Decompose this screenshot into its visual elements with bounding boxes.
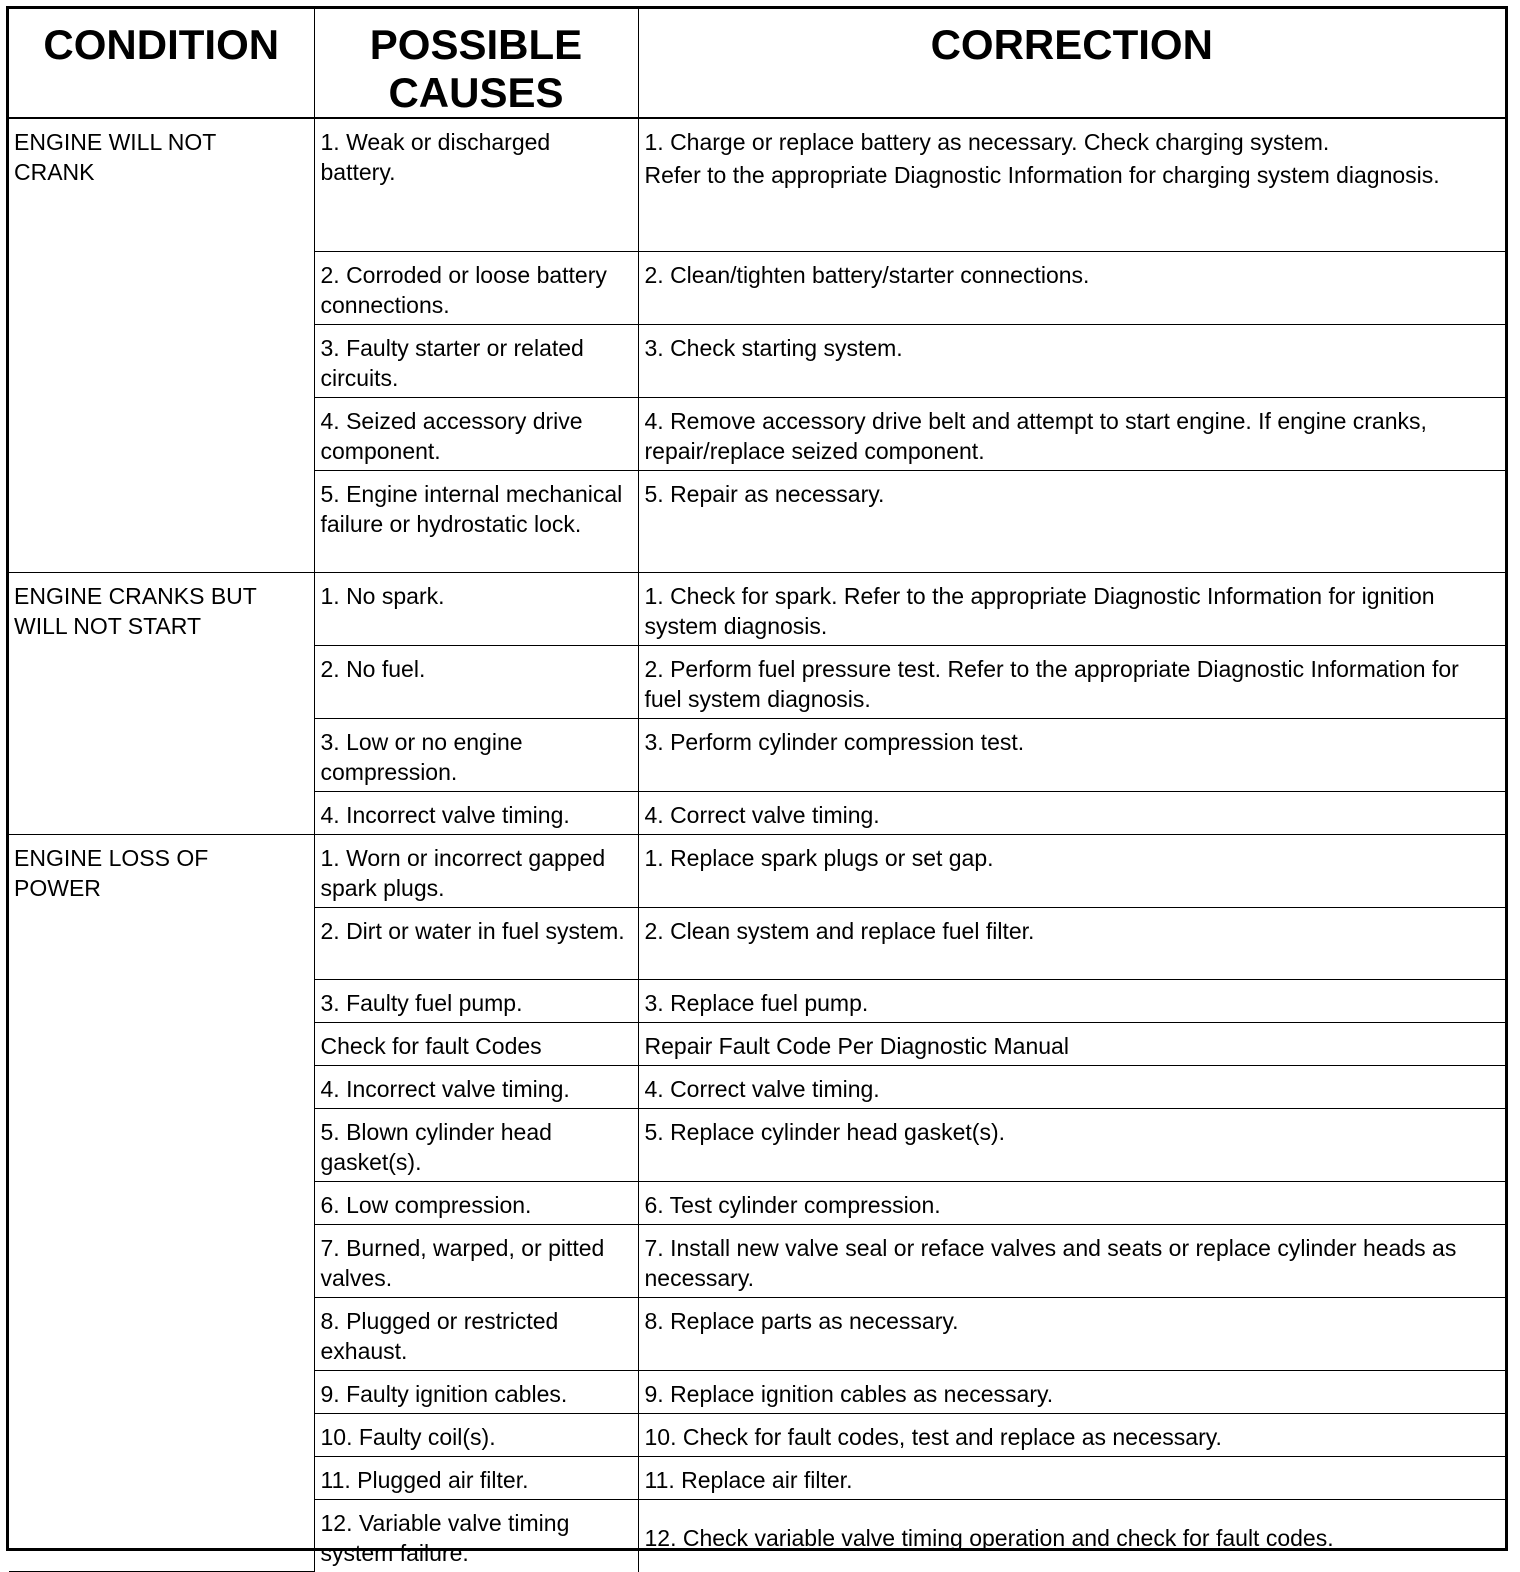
cause-cell: Check for fault Codes <box>314 1022 638 1065</box>
correction-cell <box>638 979 1505 1022</box>
condition-line: CRANK <box>14 159 95 185</box>
correction-cell <box>638 1456 1505 1499</box>
correction-cell <box>638 834 1505 907</box>
cause-cell: 4. Seized accessory drive component. <box>314 397 638 470</box>
correction-text: 1. Check for spark. Refer to the appropriate Diagnostic Information for ignition system diagnosis. <box>644 582 1435 639</box>
cause-cell: 5. Engine internal mechanical failure or hydrostatic lock. <box>314 470 638 572</box>
table-row <box>9 572 1505 645</box>
header-causes-line1: POSSIBLE <box>369 21 583 68</box>
correction-text: 3. Perform cylinder compression test. <box>644 728 1025 755</box>
cause-cell: 8. Plugged or restricted exhaust. <box>314 1297 638 1370</box>
correction-cell <box>638 470 1505 572</box>
cause-cell: 4. Incorrect valve timing. <box>314 1065 638 1108</box>
condition-cell <box>9 834 314 1572</box>
correction-text: 5. Replace cylinder head gasket(s). <box>644 1118 1006 1145</box>
correction-cell <box>638 1499 1505 1572</box>
correction-text: 7. Install new valve seal or reface valves and seats or replace cylinder heads as necessary. <box>644 1234 1457 1291</box>
correction-cell <box>638 1108 1505 1181</box>
correction-cell <box>638 572 1505 645</box>
cause-cell: 3. Faulty starter or related circuits. <box>314 324 638 397</box>
correction-cell <box>638 397 1505 470</box>
header-condition-label: CONDITION <box>43 21 280 68</box>
correction-cell <box>638 718 1505 791</box>
header-correction <box>638 9 1505 118</box>
cause-cell: 9. Faulty ignition cables. <box>314 1370 638 1413</box>
correction-text: 3. Check starting system. <box>644 334 903 361</box>
correction-cell <box>638 1181 1505 1224</box>
correction-text: 4. Correct valve timing. <box>644 1075 880 1102</box>
correction-cell <box>638 1297 1505 1370</box>
diagnostic-table <box>9 9 1505 1572</box>
condition-line: ENGINE WILL NOT <box>14 129 217 155</box>
correction-text: 1. Charge or replace battery as necessary. Check charging system. <box>644 129 1330 155</box>
cause-cell: 1. No spark. <box>314 572 638 645</box>
correction-cell <box>638 1370 1505 1413</box>
header-row <box>9 9 1505 118</box>
correction-text: 4. Correct valve timing. <box>644 801 880 828</box>
correction-text: 5. Repair as necessary. <box>644 480 885 507</box>
cause-cell: 5. Blown cylinder head gasket(s). <box>314 1108 638 1181</box>
correction-cell <box>638 791 1505 834</box>
cause-cell: 1. Worn or incorrect gapped spark plugs. <box>314 834 638 907</box>
header-condition <box>9 9 314 118</box>
cause-cell: 10. Faulty coil(s). <box>314 1413 638 1456</box>
correction-cell <box>638 251 1505 324</box>
correction-text: 2. Clean system and replace fuel filter. <box>644 917 1035 944</box>
correction-text: 6. Test cylinder compression. <box>644 1191 941 1218</box>
correction-cell <box>638 1022 1505 1065</box>
correction-cell <box>638 1413 1505 1456</box>
table-row <box>9 118 1505 251</box>
table-body <box>9 118 1505 1572</box>
cause-cell: 2. Dirt or water in fuel system. <box>314 907 638 979</box>
correction-text: 1. Replace spark plugs or set gap. <box>644 844 994 871</box>
cause-cell: 1. Weak or discharged battery. <box>314 118 638 251</box>
correction-text: 2. Clean/tighten battery/starter connections. <box>644 261 1090 288</box>
cause-cell: 7. Burned, warped, or pitted valves. <box>314 1224 638 1297</box>
cause-cell: 2. Corroded or loose battery connections. <box>314 251 638 324</box>
correction-text: Repair Fault Code Per Diagnostic Manual <box>644 1032 1069 1059</box>
condition-line: POWER <box>14 874 101 901</box>
correction-text: 9. Replace ignition cables as necessary. <box>644 1380 1054 1407</box>
header-correction-label: CORRECTION <box>930 21 1213 68</box>
condition-line: WILL NOT START <box>14 612 202 639</box>
correction-text: 10. Check for fault codes, test and replace as necessary. <box>644 1423 1222 1450</box>
correction-text: 8. Replace parts as necessary. <box>644 1307 959 1334</box>
correction-text: 4. Remove accessory drive belt and attempt to start engine. If engine cranks, repair/replace seized component. <box>644 407 1427 464</box>
condition-cell <box>9 572 314 834</box>
cause-cell: 6. Low compression. <box>314 1181 638 1224</box>
header-possible-causes <box>314 9 638 118</box>
correction-cell <box>638 324 1505 397</box>
cause-cell: 4. Incorrect valve timing. <box>314 791 638 834</box>
correction-text: 11. Replace air filter. <box>644 1466 853 1493</box>
correction-extra-text: Refer to the appropriate Diagnostic Information for charging system diagnosis. <box>644 162 1440 188</box>
correction-cell <box>638 1224 1505 1297</box>
cause-cell: 2. No fuel. <box>314 645 638 718</box>
correction-text: 2. Perform fuel pressure test. Refer to the appropriate Diagnostic Information for fuel system diagnosis. <box>644 655 1459 712</box>
condition-cell <box>9 118 314 572</box>
correction-text: 3. Replace fuel pump. <box>644 989 869 1016</box>
table-row <box>9 834 1505 907</box>
cause-cell: 11. Plugged air filter. <box>314 1456 638 1499</box>
cause-cell: 3. Faulty fuel pump. <box>314 979 638 1022</box>
correction-cell <box>638 645 1505 718</box>
diagnostic-table-sheet <box>6 6 1508 1566</box>
correction-cell <box>638 118 1505 251</box>
condition-line: ENGINE CRANKS BUT <box>14 582 257 609</box>
cause-cell: 12. Variable valve timing system failure. <box>314 1499 638 1572</box>
condition-line: ENGINE LOSS OF <box>14 844 209 871</box>
correction-text: 12. Check variable valve timing operation and check for fault codes. <box>644 1524 1334 1551</box>
correction-cell <box>638 1065 1505 1108</box>
header-causes-line2: CAUSES <box>388 69 564 116</box>
correction-cell <box>638 907 1505 979</box>
cause-cell: 3. Low or no engine compression. <box>314 718 638 791</box>
